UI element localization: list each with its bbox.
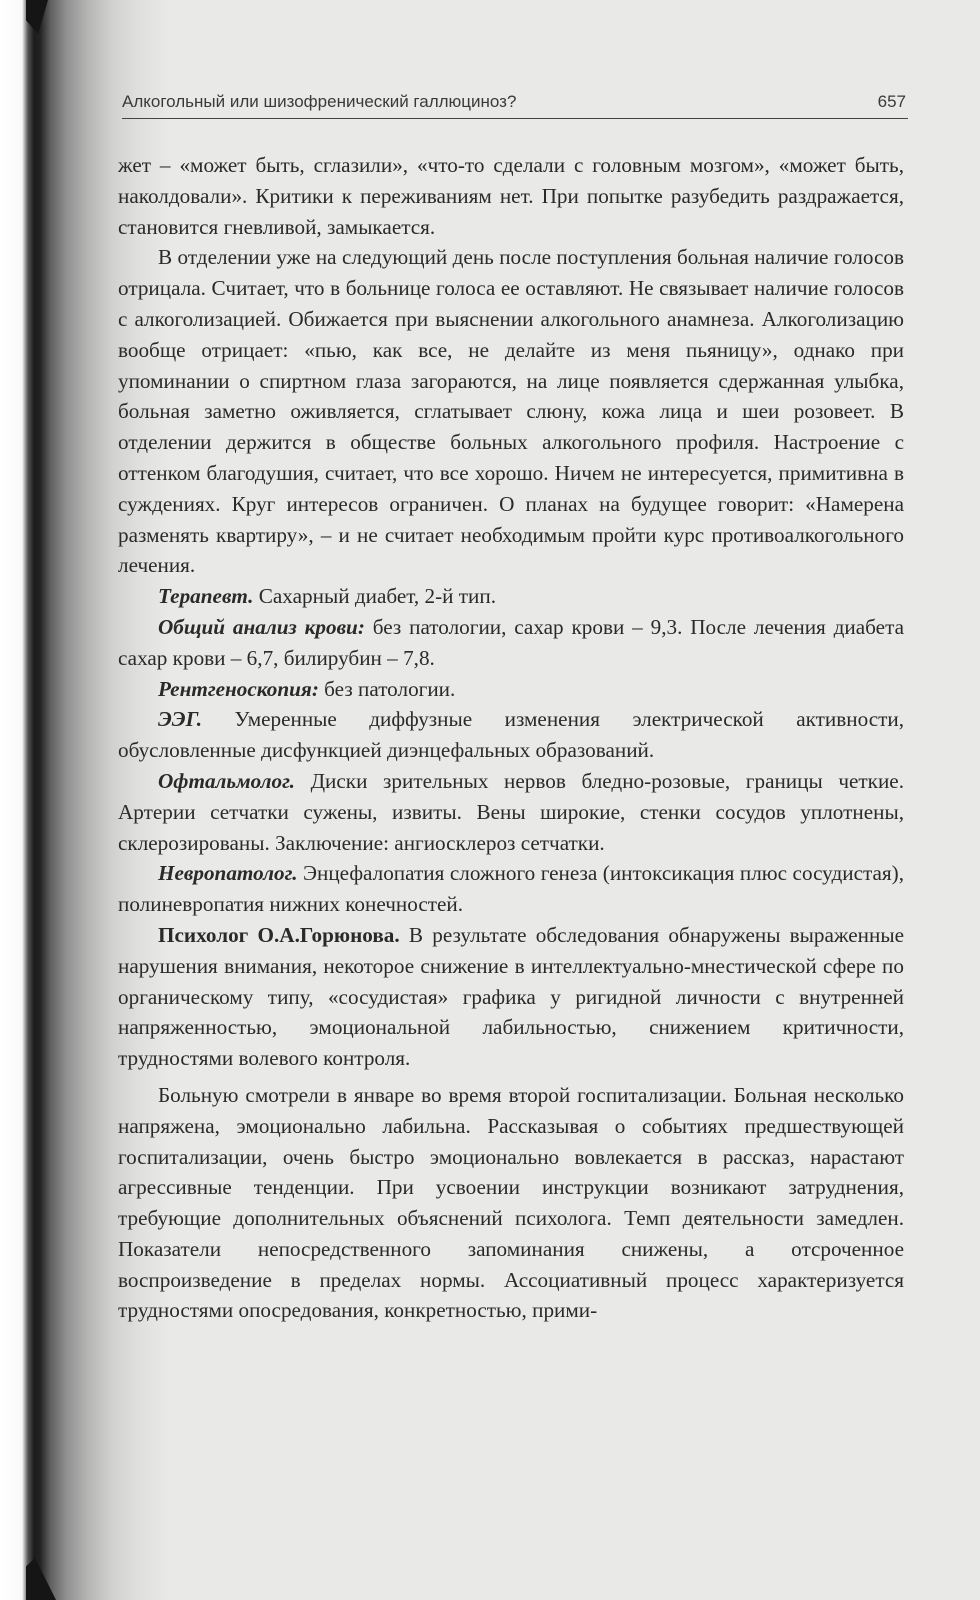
running-header bbox=[122, 92, 908, 119]
section-label-neurologist: Невропатолог. bbox=[158, 861, 298, 886]
section-label-therapist: Терапевт. bbox=[158, 584, 254, 609]
paragraph-text: Больную смотрели в январе во время второй госпитализации. Больная несколько напряжена, эмоционально лабильна. Рассказывая о событиях предшествующей госпитализации, очень быстро эмоционально вовлекается в рассказ, нарастают агрессивные тенденции. При усвоении инструкции возникают затруднения, требующие дополнительных объяснений психолога. Темп деятельности замедлен. Показатели непосредственного запоминания снижены, а отсроченное воспроизведение в пределах нормы. Ассоциативный процесс характеризуется трудностями опосредования, конкретностью, прими- bbox=[118, 1082, 904, 1323]
paragraph-second-hospitalization bbox=[118, 1080, 904, 1326]
paragraph-text: Диски зрительных нервов бледно-розовые, границы четкие. Артерии сетчатки сужены, извиты. Вены широкие, стенки сосудов уплотнены, склерозированы. Заключение: ангиосклероз сетчатки. bbox=[118, 768, 904, 855]
section-label-blood-test: Общий анализ крови: bbox=[158, 614, 365, 639]
paragraph-text: В результате обследования обнаружены выраженные нарушения внимания, некоторое снижение в интеллектуально-мнестической сфере по органическому типу, «сосудистая» графика у ригидной личности с внутренней напряженностью, эмоциональной лабильностью, снижением критичности, трудностями волевого контроля. bbox=[118, 922, 904, 1071]
paragraph-therapist bbox=[118, 581, 904, 612]
section-label-radioscopy: Рентгеноскопия: bbox=[158, 676, 319, 701]
page-number: 657 bbox=[877, 92, 906, 111]
paragraph-text: В отделении уже на следующий день после поступления больная наличие голосов отрицала. Считает, что в больнице голоса ее оставляют. Не связывает наличие голосов с алкоголизацией. Обижается при выяснении алкогольного анамнеза. Алкоголизацию вообще отрицает: «пью, как все, не делайте из меня пьяницу», однако при упоминании о спиртном глаза загораются, на лице появляется сдержанная улыбка, больная заметно оживляется, сглатывает слюну, кожа лица и шеи розовеет. В отделении держится в обществе больных алкогольного профиля. Настроение с оттенком благодушия, считает, что все хорошо. Ничем не интересуется, примитивна в суждениях. Круг интересов ограничен. О планах на будущее говорит: «Намерена разменять квартиру», – и не считает необходимым пройти курс противоалкогольного лечения. bbox=[118, 245, 904, 578]
paragraph-text: без патологии. bbox=[318, 676, 456, 701]
paragraph-complaints bbox=[118, 150, 904, 242]
paragraph-text: Энцефалопатия сложного генеза (интоксикация плюс сосудистая), полиневропатия нижних конечностей. bbox=[118, 861, 904, 917]
paragraph-eeg bbox=[118, 704, 904, 766]
section-label-ophthalmologist: Офтальмолог. bbox=[158, 768, 295, 793]
paragraph-text: Умеренные диффузные изменения электрической активности, обусловленные дисфункцией диэнцефальных образований. bbox=[118, 707, 904, 763]
paragraph-blood-test bbox=[118, 612, 904, 674]
paragraph-ophthalmologist bbox=[118, 766, 904, 858]
section-label-eeg: ЭЭГ. bbox=[158, 707, 203, 732]
paragraph-ward-observation bbox=[118, 242, 904, 581]
body-text bbox=[118, 150, 904, 1326]
paragraph-psychologist bbox=[118, 920, 904, 1074]
paragraph-text: Сахарный диабет, 2-й тип. bbox=[253, 584, 497, 609]
paragraph-text: жет – «может быть, сглазили», «что-то сделали с головным мозгом», «может быть, наколдовали». Критики к переживаниям нет. При попытке разубедить раздражается, становится гневливой, замыкается. bbox=[118, 153, 904, 239]
paragraph-text: без патологии, сахар крови – 9,3. После лечения диабета сахар крови – 6,7, билирубин – 7,8. bbox=[118, 614, 904, 670]
paragraph-neurologist bbox=[118, 858, 904, 920]
running-title: Алкогольный или шизофренический галлюциноз? bbox=[122, 92, 517, 111]
section-label-psychologist: Психолог О.А.Горюнова. bbox=[158, 922, 400, 947]
paragraph-radioscopy bbox=[118, 674, 904, 705]
